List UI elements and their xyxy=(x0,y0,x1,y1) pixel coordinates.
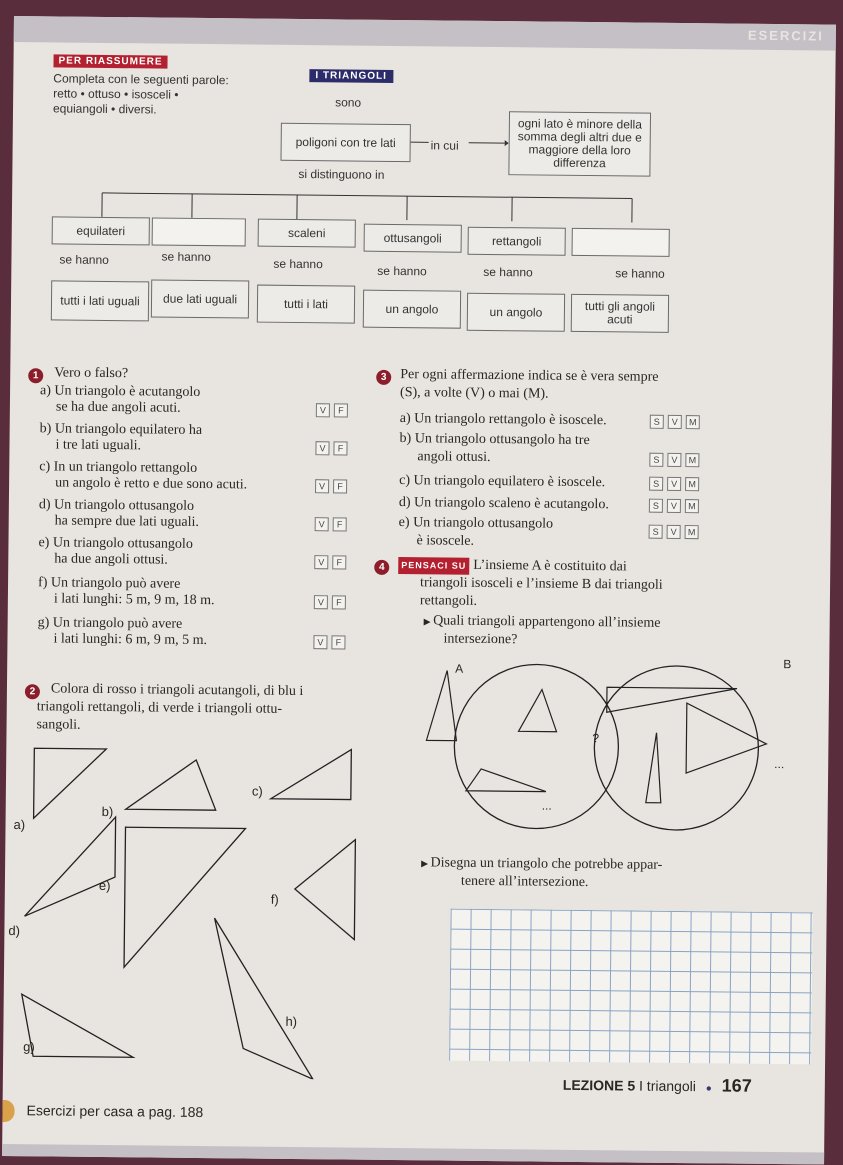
diagram-box-poligoni: poligoni con tre lati xyxy=(280,123,410,162)
ex1-item-d: d) Un triangolo ottusangolo xyxy=(39,496,194,515)
summary-words-1: retto • ottuso • isosceli • xyxy=(53,86,178,101)
ex1-item-e-2: ha due angoli ottusi. xyxy=(54,550,168,568)
diagram-cell-rettangoli: rettangoli xyxy=(468,227,566,256)
diagram-cell-due-lati-uguali: due lati uguali xyxy=(151,279,249,318)
summary-badge: PER RIASSUMERE xyxy=(53,54,167,68)
diagram-cell-tutti-angoli-acuti: tutti gli angoli acuti xyxy=(571,294,669,333)
triangle-d[interactable] xyxy=(25,816,116,917)
venn-diagram xyxy=(405,660,817,834)
ex2-line-2: triangoli rettangoli, di verde i triangoli ottu- xyxy=(37,698,282,718)
diagram-cell-blank-1[interactable] xyxy=(152,217,246,246)
ex1-item-f: f) Un triangolo può avere xyxy=(38,574,180,592)
label-a: a) xyxy=(13,816,25,833)
ex4-line-1: PENSACI SU L’insieme A è costituito dai xyxy=(398,556,627,576)
ex1-item-c-2: un angolo è retto e due sono acuti. xyxy=(55,474,247,493)
diagram-cell-un-angolo-2: un angolo xyxy=(467,293,565,332)
ex3-line-2: (S), a volte (V) o mai (M). xyxy=(400,384,549,403)
ex3-item-d: d) Un triangolo scaleno è acutangolo. xyxy=(399,494,609,513)
diagram-sono: sono xyxy=(335,95,361,109)
diagram-arrows xyxy=(409,130,509,153)
ex1-b-vf[interactable]: V F xyxy=(315,441,347,455)
ex4-line-2: triangoli isosceli e l’insieme B dai triangoli xyxy=(420,574,663,594)
page-number: 167 xyxy=(722,1075,752,1095)
bottom-band xyxy=(2,1144,824,1165)
ex3-item-b: b) Un triangolo ottusangolo ha tre xyxy=(400,430,590,449)
exercise-3-number: 3 xyxy=(376,370,391,385)
label-f: f) xyxy=(271,891,279,908)
ex4-question-2: ▶ Disegna un triangolo che potrebbe appar- xyxy=(421,854,662,875)
ex2-line-3: sangoli. xyxy=(36,716,80,733)
ex3-item-e-2: è isoscele. xyxy=(416,532,474,550)
ex1-item-d-2: ha sempre due lati uguali. xyxy=(55,512,199,531)
label-g: g) xyxy=(23,1038,35,1055)
ex3-line-1: Per ogni affermazione indica se è vera sempre xyxy=(400,366,658,386)
diagram-sehanno-2: se hanno xyxy=(161,250,211,265)
ex1-g-vf[interactable]: V F xyxy=(313,635,345,649)
diagram-cell-scaleni: scaleni xyxy=(258,219,356,248)
ex4-question-1: ▶ Quali triangoli appartengono all’insieme xyxy=(424,612,661,632)
diagram-sehanno-4: se hanno xyxy=(377,264,427,279)
diagram-cell-tutti-i-lati: tutti i lati xyxy=(257,285,355,324)
ex3-a-svm[interactable]: S V M xyxy=(650,415,700,430)
ex4-question-1b: intersezione? xyxy=(443,631,517,649)
diagram-cell-un-angolo-1: un angolo xyxy=(363,290,461,329)
ex1-item-b-2: i tre lati uguali. xyxy=(55,436,141,454)
label-h: h) xyxy=(285,1013,297,1030)
ex2-triangles xyxy=(3,736,427,1080)
ex1-item-f-2: i lati lunghi: 5 m, 9 m, 18 m. xyxy=(54,590,215,609)
diagram-cell-ottusangoli: ottusangoli xyxy=(364,224,462,253)
diagram-sehanno-5: se hanno xyxy=(483,265,533,280)
ex4-question-2b: tenere all’intersezione. xyxy=(461,873,589,891)
triangle-e[interactable] xyxy=(124,827,245,968)
set-a-label: A xyxy=(455,661,463,678)
ex1-item-g: g) Un triangolo può avere xyxy=(38,614,183,633)
diagram-box-lato: ogni lato è minore della somma degli altri due e maggiore della loro differenza xyxy=(508,111,651,176)
summary-words-2: equiangoli • diversi. xyxy=(53,101,157,116)
diagram-distinguono: si distinguono in xyxy=(298,167,384,182)
triangle-b[interactable] xyxy=(126,759,217,810)
triangle-a[interactable] xyxy=(34,748,107,819)
ex3-item-c: c) Un triangolo equilatero è isoscele. xyxy=(399,472,605,491)
exercise-1-number: 1 xyxy=(28,368,43,383)
exercise-1-title: Vero o falso? xyxy=(54,364,128,382)
ex1-item-b: b) Un triangolo equilatero ha xyxy=(40,420,203,439)
ex1-c-vf[interactable]: V F xyxy=(315,479,347,493)
label-e: e) xyxy=(99,877,111,894)
footer-lesson: LEZIONE 5 I triangoli ● 167 xyxy=(563,1074,752,1097)
diagram-sehanno-1: se hanno xyxy=(59,252,109,267)
ex3-item-a: a) Un triangolo rettangolo è isoscele. xyxy=(400,410,607,429)
label-c: c) xyxy=(252,783,263,800)
ex1-item-e: e) Un triangolo ottusangolo xyxy=(38,534,193,553)
diagram-cell-blank-2[interactable] xyxy=(572,228,670,257)
ex3-item-e: e) Un triangolo ottusangolo xyxy=(399,514,554,533)
exercise-2-number: 2 xyxy=(25,684,40,699)
diagram-title: I TRIANGOLI xyxy=(309,69,393,83)
diagram-sehanno-3: se hanno xyxy=(273,257,323,272)
triangle-h[interactable] xyxy=(213,918,315,1079)
diagram-incui: in cui xyxy=(431,138,459,152)
ex1-d-vf[interactable]: V F xyxy=(315,517,347,531)
summary-instruction: Completa con le seguenti parole: xyxy=(53,71,229,87)
triangle-g[interactable] xyxy=(21,994,134,1057)
section-title: ESERCIZI xyxy=(748,28,824,44)
ex2-line-1: Colora di rosso i triangoli acutangoli, di blu i xyxy=(51,680,304,700)
ex1-item-g-2: i lati lunghi: 6 m, 9 m, 5 m. xyxy=(53,630,207,649)
intersection-question: ? xyxy=(592,730,599,747)
diagram-cell-equilateri: equilateri xyxy=(52,216,150,245)
ex1-f-vf[interactable]: V F xyxy=(314,595,346,609)
ex1-item-c: c) In un triangolo rettangolo xyxy=(39,458,197,477)
top-band xyxy=(14,16,836,51)
ex1-a-vf[interactable]: V F xyxy=(316,403,348,417)
ex1-e-vf[interactable]: V F xyxy=(314,555,346,569)
label-b: b) xyxy=(102,803,114,820)
label-d: d) xyxy=(8,922,20,939)
exercise-4-number: 4 xyxy=(374,560,389,575)
pensaci-su-badge: PENSACI SU xyxy=(398,557,469,575)
triangle-c[interactable] xyxy=(271,749,352,800)
ex3-b-svm[interactable]: S V M xyxy=(649,453,699,468)
dots-right: ... xyxy=(774,756,784,773)
ex3-d-svm[interactable]: S V M xyxy=(649,499,699,514)
set-b-label: B xyxy=(783,656,791,673)
triangle-f[interactable] xyxy=(294,839,355,940)
textbook-page xyxy=(2,16,836,1165)
dots-left: ... xyxy=(542,798,552,815)
ex4-line-3: rettangoli. xyxy=(420,592,477,610)
homework-note: Esercizi per casa a pag. 188 xyxy=(26,1102,203,1120)
drawing-grid[interactable] xyxy=(449,909,813,1065)
diagram-sehanno-6: se hanno xyxy=(615,266,665,281)
ex3-e-svm[interactable]: S V M xyxy=(649,525,699,540)
homework-marker xyxy=(2,1100,14,1122)
diagram-cell-tutti-lati-uguali: tutti i lati uguali xyxy=(51,280,149,321)
ex3-c-svm[interactable]: S V M xyxy=(649,477,699,492)
ex1-item-a-2: se ha due angoli acuti. xyxy=(56,398,181,416)
ex1-item-a: a) Un triangolo è acutangolo xyxy=(40,382,200,401)
ex3-item-b-2: angoli ottusi. xyxy=(417,448,490,466)
